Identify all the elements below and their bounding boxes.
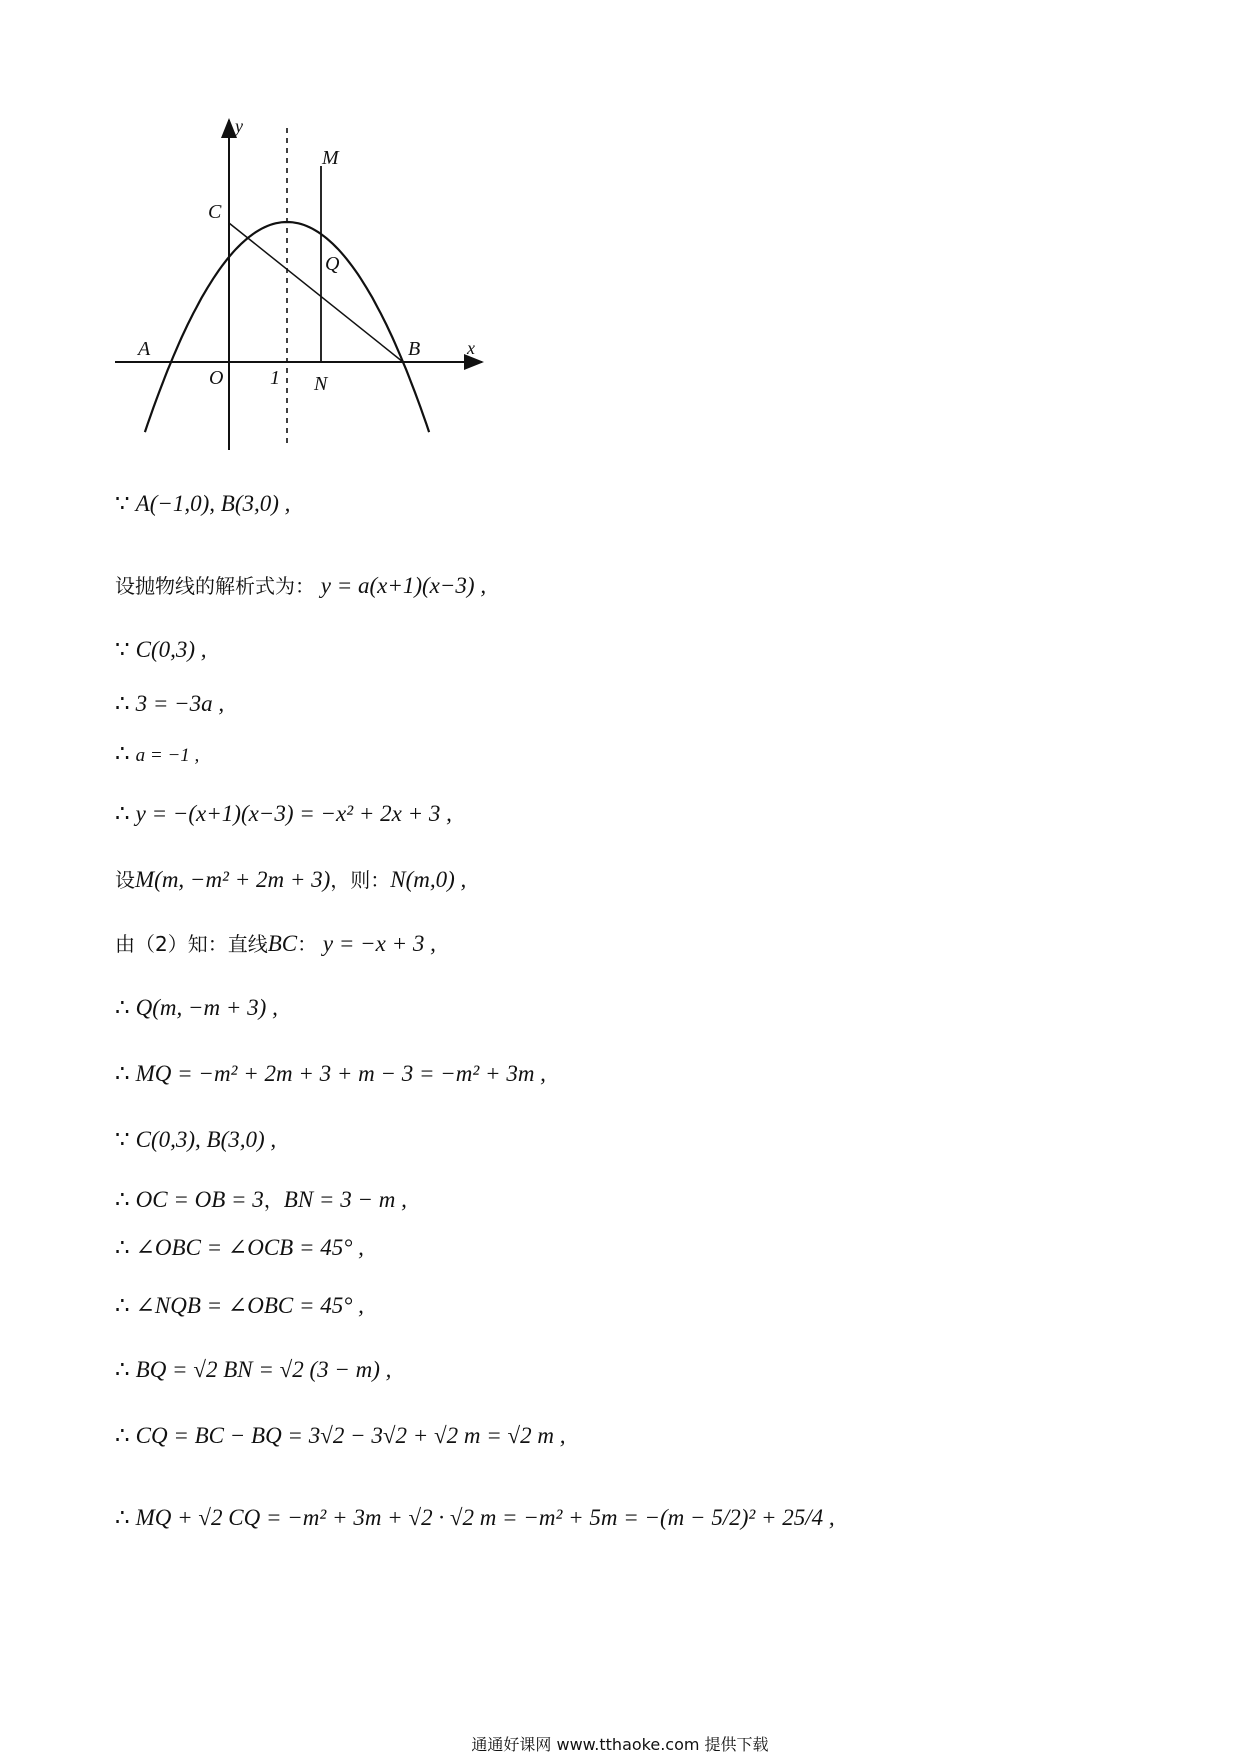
label-x: x (467, 338, 475, 358)
formula: BN = 3 − m , (283, 1187, 407, 1212)
label-m: M (322, 147, 339, 169)
label-c: C (208, 201, 222, 223)
solution-line (115, 566, 486, 606)
solution-line (115, 1120, 276, 1160)
therefore-symbol: ∴ (115, 741, 130, 766)
therefore-symbol: ∴ (115, 691, 130, 716)
label-y: y (235, 118, 243, 136)
segment-cb (229, 223, 403, 362)
formula: y = −(x+1)(x−3) = −x² + 2x + 3 , (135, 801, 452, 826)
therefore-symbol: ∴ (115, 801, 130, 826)
solution-line (115, 1416, 565, 1456)
chinese-text: ： (297, 932, 318, 956)
formula: ∠OBC = ∠OCB = 45° , (135, 1235, 364, 1260)
therefore-symbol: ∴ (115, 1357, 130, 1382)
formula: C(0,3), B(3,0) , (135, 1127, 277, 1152)
solution-line (115, 630, 207, 670)
label-n: N (314, 373, 328, 395)
solution-line (115, 1498, 835, 1538)
formula: BC (267, 931, 298, 956)
chinese-text: 设抛物线的解析式为： (115, 574, 315, 598)
solution-line (115, 1228, 364, 1268)
formula: MQ + √2 CQ = −m² + 3m + √2 · √2 m = −m² + 5m = −(m − 5/2)² + 25/4 , (135, 1505, 835, 1530)
therefore-symbol: ∴ (115, 1235, 130, 1260)
formula: y = −x + 3 , (317, 931, 436, 956)
chinese-text: ，则： (330, 868, 391, 892)
formula: A(−1,0), B(3,0) , (135, 491, 291, 516)
solution-line (115, 1180, 407, 1220)
therefore-symbol: ∴ (115, 1505, 130, 1530)
formula: N(m,0) , (390, 867, 467, 892)
formula: a = −1 , (135, 745, 200, 766)
chinese-text: 设 (115, 868, 135, 892)
formula: OC = OB = 3 (135, 1187, 264, 1212)
solution-line (115, 484, 290, 524)
formula: ∠NQB = ∠OBC = 45° , (135, 1293, 364, 1318)
label-a: A (138, 338, 151, 360)
page-footer: 通通好课网 www.tthaoke.com 提供下载 (471, 1735, 769, 1754)
solution-line (115, 1286, 364, 1326)
formula: 3 = −3a , (135, 691, 225, 716)
therefore-symbol: ∴ (115, 1061, 130, 1086)
label-q: Q (325, 253, 340, 275)
solution-line (115, 794, 452, 834)
because-symbol: ∵ (115, 637, 130, 662)
formula: y = a(x+1)(x−3) , (315, 573, 487, 598)
label-b: B (408, 338, 421, 360)
therefore-symbol: ∴ (115, 995, 130, 1020)
therefore-symbol: ∴ (115, 1187, 130, 1212)
solution-line (115, 734, 199, 774)
label-o: O (209, 367, 224, 389)
therefore-symbol: ∴ (115, 1293, 130, 1318)
because-symbol: ∵ (115, 1127, 130, 1152)
solution-line (115, 860, 466, 900)
solution-line (115, 684, 224, 724)
formula: Q(m, −m + 3) , (135, 995, 278, 1020)
chinese-text: 由（2）知：直线 (115, 932, 268, 956)
formula: MQ = −m² + 2m + 3 + m − 3 = −m² + 3m , (135, 1061, 546, 1086)
solution-line (115, 1054, 546, 1094)
formula: M(m, −m² + 2m + 3) (135, 867, 331, 892)
chinese-text: ， (263, 1188, 284, 1212)
solution-line (115, 988, 278, 1028)
formula: C(0,3) , (135, 637, 207, 662)
solution-line (115, 924, 436, 964)
label-one: 1 (270, 367, 280, 389)
formula: BQ = √2 BN = √2 (3 − m) , (135, 1357, 392, 1382)
therefore-symbol: ∴ (115, 1423, 130, 1448)
because-symbol: ∵ (115, 491, 130, 516)
formula: CQ = BC − BQ = 3√2 − 3√2 + √2 m = √2 m , (135, 1423, 566, 1448)
parabola-figure (110, 118, 500, 458)
solution-line (115, 1350, 391, 1390)
